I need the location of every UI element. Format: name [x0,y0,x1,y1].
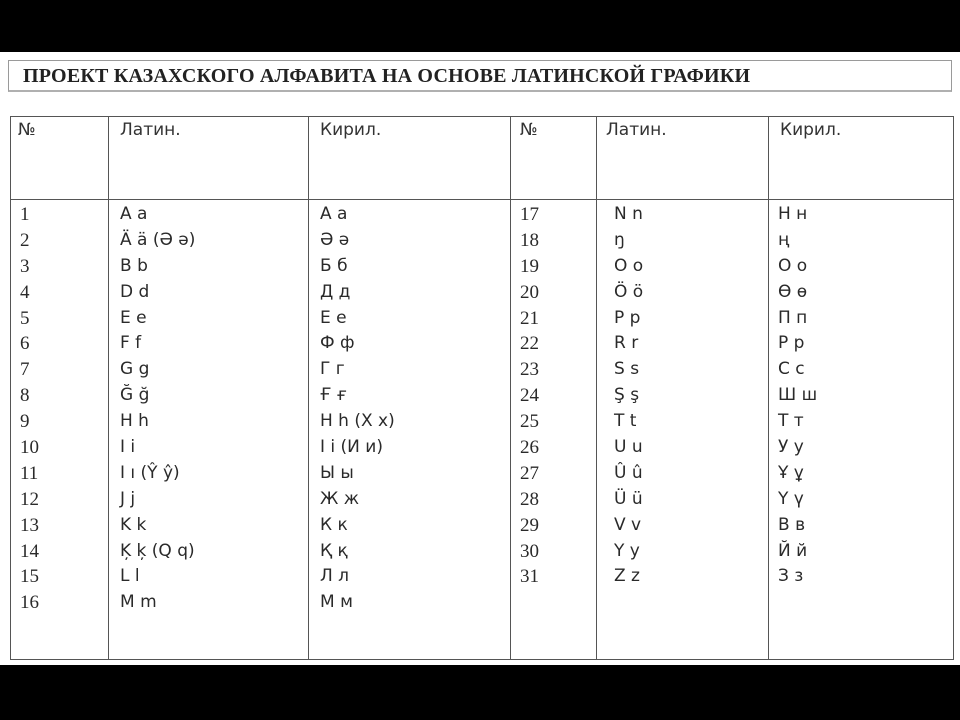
cyrillic-letter: Л л [320,566,350,587]
title-box [8,60,952,92]
latin-letter: O o [614,255,644,276]
right-latin-column [614,202,643,590]
latin-letter: Ü ü [614,488,643,509]
letter-number: 9 [20,411,30,433]
letter-number: 29 [520,514,539,536]
cyrillic-letter: Ш ш [778,385,818,406]
header-cyril-right: Кирил. [780,120,842,140]
cyrillic-letter: Б б [320,255,348,276]
cyrillic-letter: Т т [778,411,804,432]
letter-number: 27 [520,462,539,484]
latin-letter: Y y [614,540,640,561]
latin-letter: ŋ [614,229,625,250]
latin-letter: I i [120,437,136,458]
cyrillic-letter: Ө ө [778,281,808,302]
cyrillic-letter: О о [778,255,808,276]
latin-letter: Ķ ķ (Q q) [120,540,195,561]
left-cyrillic-column [320,202,395,616]
letter-number: 20 [520,281,539,303]
cyrillic-letter: М м [320,592,353,613]
col-divider [510,116,511,660]
cyrillic-letter: Ы ы [320,462,354,483]
letter-number: 8 [20,385,30,407]
latin-letter: H h [120,411,149,432]
cyrillic-letter: ң [778,229,790,250]
cyrillic-letter: Ү ү [778,488,804,509]
header-num-right: № [520,120,538,140]
letter-number: 18 [520,229,539,251]
letter-number: 6 [20,333,30,355]
letter-number: 25 [520,411,539,433]
col-divider [308,116,309,660]
cyrillic-letter: Г г [320,359,345,380]
cyrillic-letter: П п [778,307,808,328]
latin-letter: V v [614,514,642,535]
latin-letter: Ӓ ӓ (Ə ə) [120,229,196,250]
letter-number: 2 [20,229,30,251]
letter-number: 10 [20,437,39,459]
cyrillic-letter: А а [320,204,348,224]
letter-number: 12 [20,488,39,510]
latin-letter: B b [120,255,148,276]
letter-number: 23 [520,359,539,381]
letter-number: 17 [520,204,539,225]
header-latin-right: Латин. [606,120,667,140]
letter-number: 19 [520,255,539,277]
latin-letter: A a [120,204,148,224]
cyrillic-letter: У у [778,437,804,458]
cyrillic-letter: Ғ ғ [320,385,347,406]
col-divider [768,116,769,660]
latin-letter: G g [120,359,150,380]
cyrillic-letter: Д д [320,281,351,302]
cyrillic-letter: В в [778,514,806,535]
header-latin-left: Латин. [120,120,181,140]
letter-number: 11 [20,462,39,484]
latin-letter: L l [120,566,140,587]
letter-number: 14 [20,540,39,562]
latin-letter: P p [614,307,641,328]
latin-letter: Û û [614,462,643,483]
header-cyril-left: Кирил. [320,120,382,140]
cyrillic-letter: Ж ж [320,488,360,509]
latin-letter: Ş ş [614,385,640,406]
cyrillic-letter: Қ қ [320,540,348,561]
letter-number: 21 [520,307,539,329]
cyrillic-letter: Е е [320,307,347,328]
letter-number: 22 [520,333,539,355]
letter-number: 1 [20,204,30,225]
page-title: ПРОЕКТ КАЗАХСКОГО АЛФАВИТА НА ОСНОВЕ ЛАТИНСКОЙ ГРАФИКИ [23,65,751,87]
latin-letter: E e [120,307,147,328]
latin-letter: Z z [614,566,640,587]
latin-letter: N n [614,204,643,224]
latin-letter: I ı (Ŷ ŷ) [120,462,180,483]
left-number-column [20,202,39,616]
letter-number: 3 [20,255,30,277]
letter-number: 16 [20,592,39,614]
latin-letter: K k [120,514,147,535]
cyrillic-letter: Ұ ұ [778,462,804,483]
letter-number: 5 [20,307,30,329]
left-latin-column [120,202,195,616]
latin-letter: M m [120,592,157,613]
col-divider [596,116,597,660]
latin-letter: F f [120,333,142,354]
latin-letter: U u [614,437,643,458]
letter-number: 28 [520,488,539,510]
letter-number: 30 [520,540,539,562]
cyrillic-letter: І і (И и) [320,437,383,458]
right-cyrillic-column [778,202,817,590]
latin-letter: J j [120,488,136,509]
latin-letter: Ö ö [614,281,644,302]
latin-letter: Ğ ğ [120,385,150,406]
right-number-column [520,202,539,590]
cyrillic-letter: Р р [778,333,805,354]
latin-letter: D d [120,281,150,302]
letter-number: 26 [520,437,539,459]
col-divider [108,116,109,660]
header-num-left: № [18,120,36,140]
cyrillic-letter: Й й [778,540,808,561]
cyrillic-letter: Н һ (Х х) [320,411,395,432]
cyrillic-letter: З з [778,566,804,587]
latin-letter: R r [614,333,639,354]
letter-number: 13 [20,514,39,536]
cyrillic-letter: Ә ә [320,229,350,250]
cyrillic-letter: Ф ф [320,333,355,354]
cyrillic-letter: К к [320,514,348,535]
letter-number: 7 [20,359,30,381]
letter-number: 31 [520,566,539,588]
header-divider [10,199,954,200]
cyrillic-letter: С с [778,359,805,380]
letter-number: 24 [520,385,539,407]
letter-number: 4 [20,281,30,303]
latin-letter: S s [614,359,640,380]
latin-letter: T t [614,411,637,432]
letter-number: 15 [20,566,39,588]
cyrillic-letter: Н н [778,204,808,224]
